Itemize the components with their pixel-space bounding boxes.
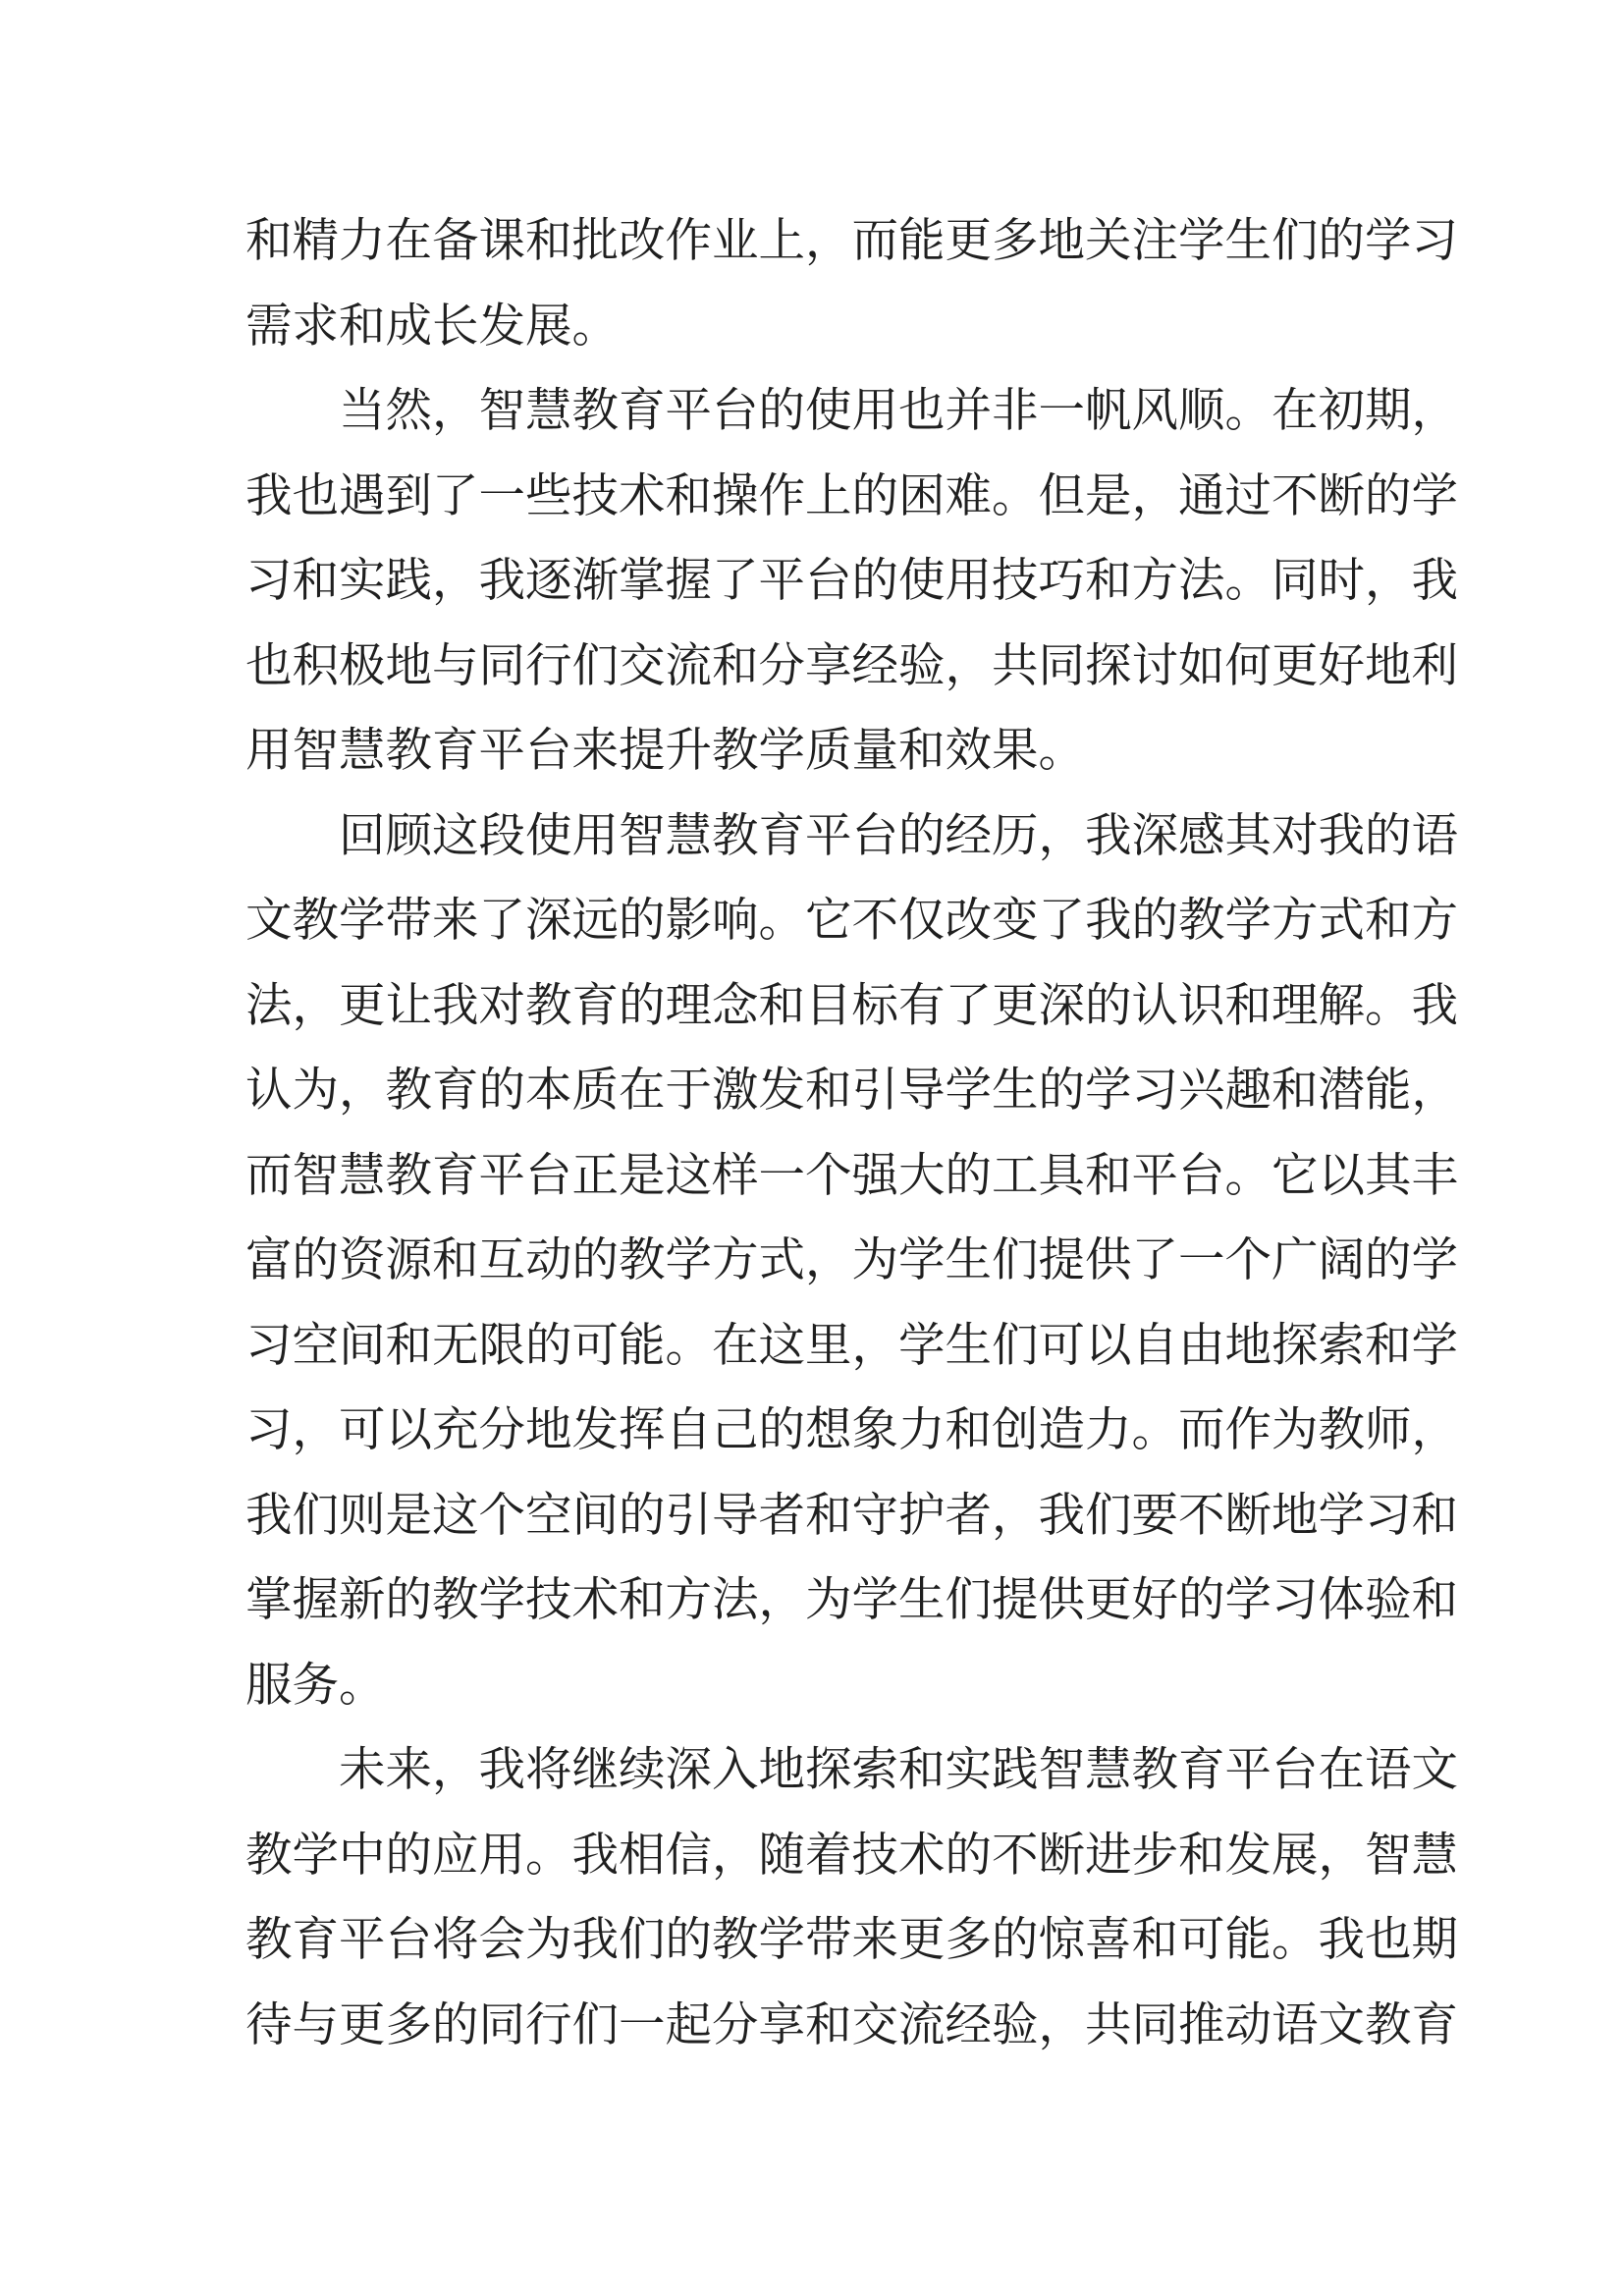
text-line: 回顾这段使用智慧教育平台的经历，我深感其对我的语	[339, 810, 1458, 862]
text-line: 我也遇到了一些技术和操作上的困难。但是，通过不断的学	[245, 470, 1458, 522]
text-line: 富的资源和互动的教学方式，为学生们提供了一个广阔的学	[245, 1235, 1458, 1286]
text-line: 教学中的应用。我相信，随着技术的不断进步和发展，智慧	[245, 1830, 1458, 1882]
paragraph	[245, 1728, 1463, 2068]
text-line: 我们则是这个空间的引导者和守护者，我们要不断地学习和	[245, 1490, 1458, 1542]
text-line: 而智慧教育平台正是这样一个强大的工具和平台。它以其丰	[245, 1150, 1458, 1202]
text-line: 当然，智慧教育平台的使用也并非一帆风顺。在初期，	[339, 386, 1458, 437]
text-line: 也积极地与同行们交流和分享经验，共同探讨如何更好地利	[245, 640, 1458, 692]
text-line: 未来，我将继续深入地探索和实践智慧教育平台在语文	[339, 1745, 1458, 1796]
text-line: 和精力在备课和批改作业上，而能更多地关注学生们的学习	[245, 216, 1458, 267]
text-line: 服务。	[245, 1660, 386, 1712]
text-line: 习，可以充分地发挥自己的想象力和创造力。而作为教师，	[245, 1405, 1458, 1456]
text-line: 习空间和无限的可能。在这里，学生们可以自由地探索和学	[245, 1320, 1458, 1372]
text-line: 教育平台将会为我们的教学带来更多的惊喜和可能。我也期	[245, 1915, 1458, 1966]
text-line: 认为，教育的本质在于激发和引导学生的学习兴趣和潜能，	[245, 1066, 1458, 1117]
paragraph	[245, 199, 1463, 369]
text-line: 用智慧教育平台来提升教学质量和效果。	[245, 726, 1085, 777]
text-line: 需求和成长发展。	[245, 301, 619, 353]
text-line: 文教学带来了深远的影响。它不仅改变了我的教学方式和方	[245, 896, 1458, 947]
document-body	[245, 199, 1463, 2068]
text-line: 待与更多的同行们一起分享和交流经验，共同推动语文教育	[245, 1999, 1458, 2051]
paragraph	[245, 369, 1463, 794]
text-line: 习和实践，我逐渐掌握了平台的使用技巧和方法。同时，我	[245, 556, 1458, 607]
text-line: 法，更让我对教育的理念和目标有了更深的认识和理解。我	[245, 980, 1458, 1032]
text-line: 掌握新的教学技术和方法，为学生们提供更好的学习体验和	[245, 1575, 1458, 1626]
paragraph	[245, 794, 1463, 1729]
